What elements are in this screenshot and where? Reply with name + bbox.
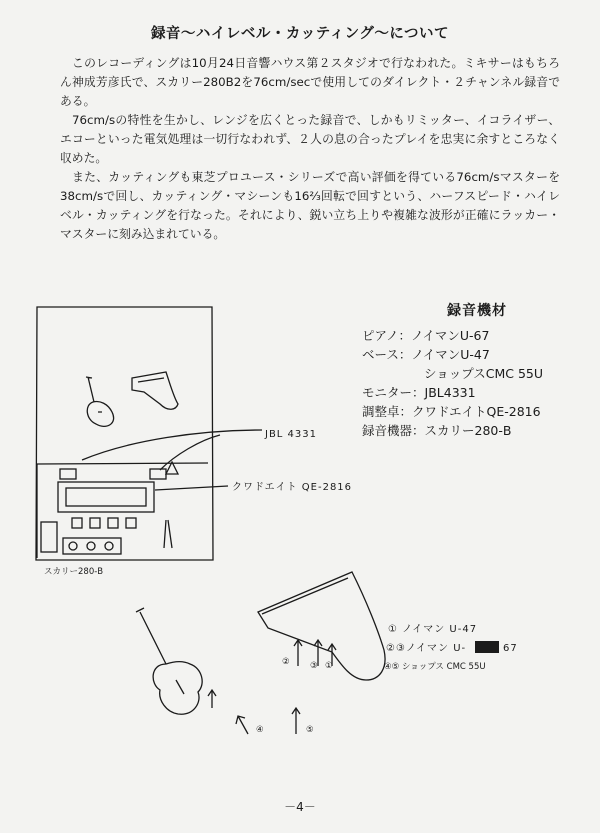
mic-legend-1: ① ノイマン U-47 [388, 624, 478, 635]
equipment-title: 録音機材 [447, 303, 507, 319]
mic-4-arrow [236, 716, 248, 734]
mic-num-1: ① [325, 661, 333, 671]
equipment-list [362, 300, 592, 440]
equipment-row: モニター： JBL4331 [362, 385, 476, 400]
paragraph: このレコーディングは10月24日音響ハウス第２スタジオで行なわれた。ミキサーはもちろん神成芳彦氏で、スカリー280B2を76cm/secで使用してのダイレクト・２チャンネル録音である。 [60, 56, 560, 108]
piano-sketch-small [132, 372, 178, 409]
console-leader [155, 486, 228, 490]
monitor-label: JBL 4331 [265, 429, 318, 440]
mixing-console [58, 482, 154, 512]
console-label: クワドエイト QE-2816 [232, 482, 353, 493]
mic-num-3: ③ [310, 661, 318, 671]
double-bass-sketch [136, 608, 202, 714]
bass-sketch-small [86, 377, 114, 426]
equipment-row: 録音機器： スカリー280-B [362, 423, 512, 438]
bass-mic-arrow [208, 690, 216, 708]
equipment-row: ショップスCMC 55U [424, 366, 544, 381]
monitor-leader [82, 430, 262, 460]
studio-outline [36, 307, 213, 560]
mic-legend-23: ②③ノイマン U- [386, 643, 467, 654]
equipment-row: ピアノ： ノイマンU-67 [362, 328, 490, 343]
recorder-label: スカリー280-B [44, 567, 104, 577]
equipment-row: ベース： ノイマンU-47 [362, 347, 490, 362]
redaction-mark [475, 641, 499, 653]
tape-recorder [41, 522, 57, 552]
page-number: －4－ [284, 800, 316, 814]
page-title: 録音～ハイレベル・カッティング～について [150, 26, 450, 42]
mic-legend-23-tail: 67 [503, 643, 518, 654]
mic-num-4: ④ [256, 725, 264, 735]
grand-piano-sketch [258, 572, 385, 680]
equipment-row: 調整卓： クワドエイトQE-2816 [362, 404, 541, 419]
mic-num-5: ⑤ [306, 725, 314, 735]
paragraph: また、カッティングも東芝プロユース・シリーズで高い評価を得ている76cm/sマスターを38cm/sで回し、カッティング・マシーンも16⅔回転で回すという、ハーフスピード・ハイレベル・カッティングを行なった。それにより、鋭い立ち上りや複雑な波形が正確にラッカー・マスターに刻み込まれている。 [60, 170, 560, 241]
console-panel [66, 488, 146, 506]
monitor-speaker-right [150, 469, 166, 479]
mic-num-2: ② [282, 657, 290, 667]
mic-5-arrow [292, 708, 300, 734]
mic-2-arrow [294, 640, 302, 666]
paragraph: 76cm/sの特性を生かし、レンジを広くとった録音で、しかもリミッター、イコライザー、エコーといった電気処理は一切行なわれず、２人の息の合ったプレイを忠実に余すところなく収めた。 [60, 113, 560, 165]
mic-legend-45: ④⑤ ショップス CMC 55U [384, 662, 486, 672]
monitor-speaker-left [60, 469, 76, 479]
